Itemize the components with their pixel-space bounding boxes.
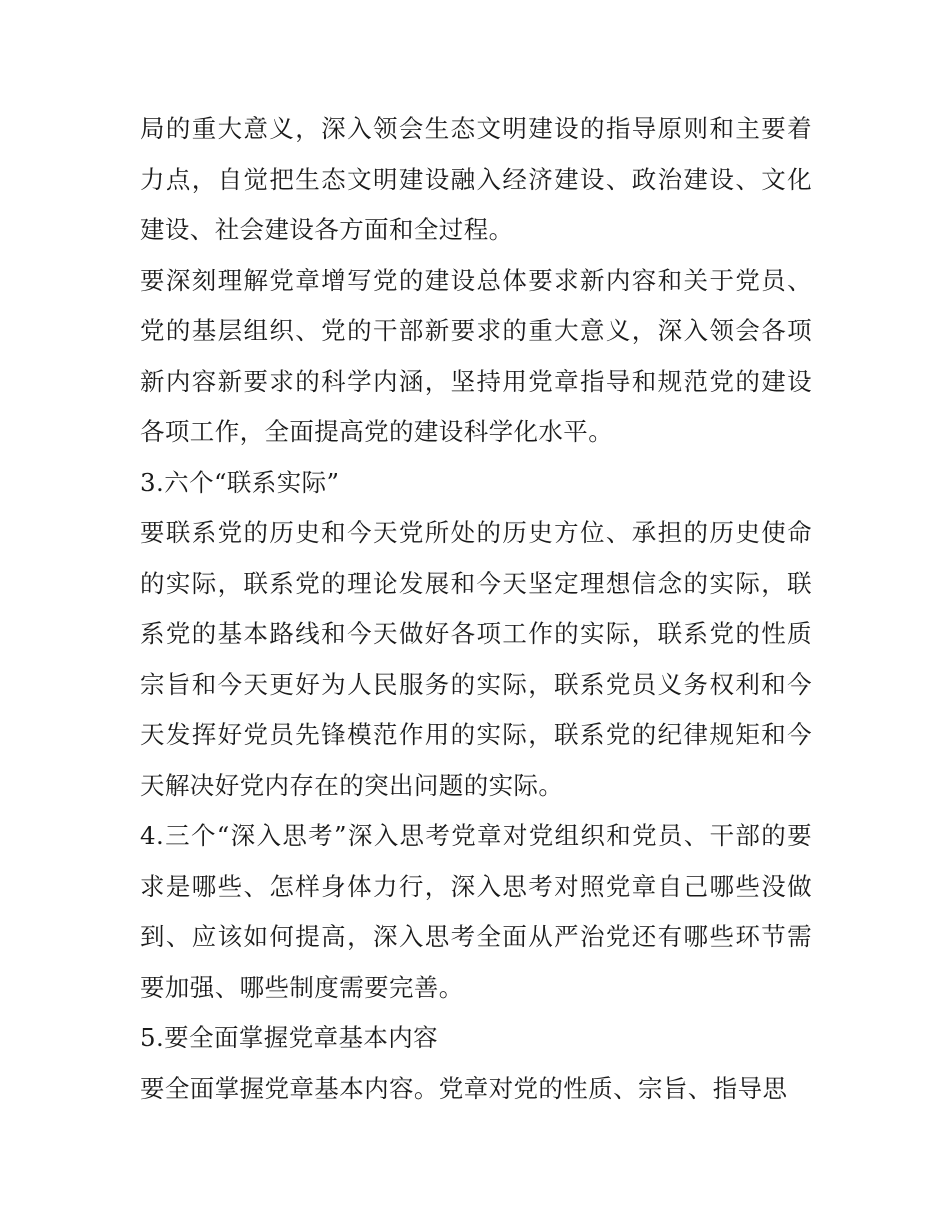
paragraph-master-content: 要全面掌握党章基本内容。党章对党的性质、宗旨、指导思 xyxy=(140,1073,788,1103)
heading-six-connections: 3.六个“联系实际” xyxy=(140,467,340,497)
paragraph-ecological-civilization: 局的重大意义，深入领会生态文明建设的指导原则和主要着力点，自觉把生态文明建设融入经济建设、政治建设、文化建设、社会建设各方面和全过程。 xyxy=(140,114,812,244)
paragraph-party-building-requirements: 要深刻理解党章增写党的建设总体要求新内容和关于党员、党的基层组织、党的干部新要求的重大意义，深入领会各项新内容新要求的科学内涵，坚持用党章指导和规范党的建设各项工作，全面提高党的建设科学化水平。 xyxy=(140,265,812,446)
paragraph-three-deep-reflections: 4.三个“深入思考”深入思考党章对党组织和党员、干部的要求是哪些、怎样身体力行，深入思考对照党章自己哪些没做到、应该如何提高，深入思考全面从严治党还有哪些环节需要加强、哪些制度需要完善。 xyxy=(140,821,812,1002)
paragraph-connect-reality: 要联系党的历史和今天党所处的历史方位、承担的历史使命的实际，联系党的理论发展和今天坚定理想信念的实际，联系党的基本路线和今天做好各项工作的实际，联系党的性质宗旨和今天更好为人民服务的实际，联系党员义务权利和今天发挥好党员先锋模范作用的实际，联系党的纪律规矩和今天解决好党内存在的突出问题的实际。 xyxy=(140,518,812,800)
heading-master-party-constitution: 5.要全面掌握党章基本内容 xyxy=(140,1023,439,1052)
document-body xyxy=(140,104,812,1114)
